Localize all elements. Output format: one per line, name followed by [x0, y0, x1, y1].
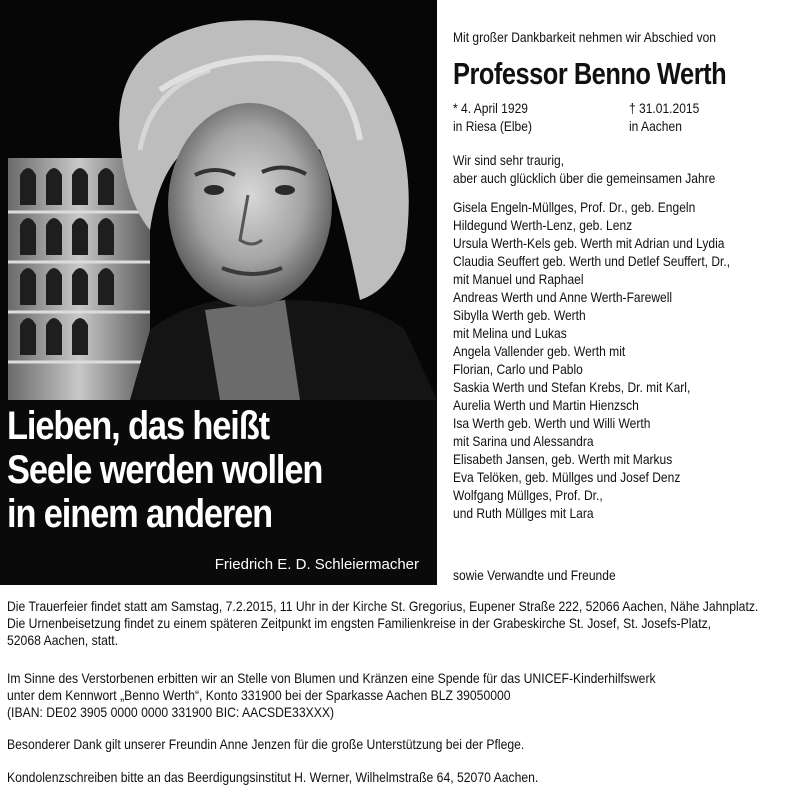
- family-member: Eva Telöken, geb. Müllges und Josef Denz: [453, 469, 681, 485]
- donation-paragraph: [7, 670, 753, 721]
- family-member: Andreas Werth und Anne Werth-Farewell: [453, 289, 673, 305]
- grief-line: aber auch glücklich über die gemeinsamen Jahre: [453, 170, 716, 186]
- deceased-name: Professor Benno Werth: [453, 56, 727, 91]
- birth-place: in Riesa (Elbe): [453, 118, 532, 134]
- donation-line: Im Sinne des Verstorbenen erbitten wir an Stelle von Blumen und Kränzen eine Spende für das UNICEF-Kinderhilfswerk: [7, 670, 656, 686]
- family-member: Ursula Werth-Kels geb. Werth mit Adrian und Lydia: [453, 235, 725, 251]
- portrait-photo: [0, 0, 437, 400]
- family-member: Florian, Carlo und Pablo: [453, 361, 583, 377]
- family-member: Hildegund Werth-Lenz, geb. Lenz: [453, 217, 633, 233]
- family-member: Aurelia Werth und Martin Hienzsch: [453, 397, 639, 413]
- family-member: Saskia Werth und Stefan Krebs, Dr. mit Karl,: [453, 379, 691, 395]
- closing-line: [453, 566, 642, 584]
- family-member: Claudia Seuffert geb. Werth und Detlef Seuffert, Dr.,: [453, 253, 731, 269]
- death-info: [629, 99, 711, 135]
- ceremony-paragraph: [7, 598, 800, 649]
- family-member: mit Sarina und Alessandra: [453, 433, 594, 449]
- quote-text: [7, 404, 322, 536]
- grief-statement: [453, 151, 758, 187]
- family-member: mit Melina und Lukas: [453, 325, 567, 341]
- family-member: Wolfgang Müllges, Prof. Dr.,: [453, 487, 603, 503]
- photo-quote-panel: [0, 0, 437, 585]
- ceremony-line: 52068 Aachen, statt.: [7, 632, 119, 648]
- ceremony-line: Die Trauerfeier findet statt am Samstag, 7.2.2015, 11 Uhr in der Kirche St. Gregorius, Eupener Straße 222, 52066 Aachen, Nähe Jahnplatz.: [7, 598, 759, 614]
- family-member: Isa Werth geb. Werth und Willi Werth: [453, 415, 651, 431]
- death-date: † 31.01.2015: [629, 100, 700, 116]
- death-place: in Aachen: [629, 118, 682, 134]
- donation-line: (IBAN: DE02 3905 0000 0000 331900 BIC: AACSDE33XXX): [7, 704, 335, 720]
- donation-line: unter dem Kennwort „Benno Werth“, Konto 331900 bei der Sparkasse Aachen BLZ 39050000: [7, 687, 511, 703]
- family-list: [453, 198, 775, 522]
- ceremony-line: Die Urnenbeisetzung findet zu einem späteren Zeitpunkt im engsten Familienkreise in der Grabeskirche St. Josef, St. Josefs-Platz,: [7, 615, 712, 631]
- family-member: Gisela Engeln-Müllges, Prof. Dr., geb. Engeln: [453, 199, 696, 215]
- condolence-paragraph: [7, 769, 618, 786]
- birth-date: * 4. April 1929: [453, 100, 528, 116]
- family-member: Sibylla Werth geb. Werth: [453, 307, 586, 323]
- quote-author: Friedrich E. D. Schleiermacher: [214, 556, 419, 573]
- quote-line: Seele werden wollen: [7, 448, 323, 492]
- family-member: mit Manuel und Raphael: [453, 271, 584, 287]
- family-member: Angela Vallender geb. Werth mit: [453, 343, 626, 359]
- thanks-paragraph: [7, 736, 602, 753]
- thanks-line: Besonderer Dank gilt unserer Freundin Anne Jenzen für die große Unterstützung bei der Pflege.: [7, 736, 525, 752]
- birth-info: [453, 99, 545, 135]
- intro-line: Mit großer Dankbarkeit nehmen wir Abschied von: [453, 29, 716, 45]
- intro-text: [453, 28, 759, 46]
- closing-text: sowie Verwandte und Freunde: [453, 567, 616, 583]
- grief-line: Wir sind sehr traurig,: [453, 152, 565, 168]
- family-member: und Ruth Müllges mit Lara: [453, 505, 594, 521]
- condolence-line: Kondolenzschreiben bitte an das Beerdigungsinstitut H. Werner, Wilhelmstraße 64, 52070 Aachen.: [7, 769, 539, 785]
- family-member: Elisabeth Jansen, geb. Werth mit Markus: [453, 451, 673, 467]
- quote-line: Lieben, das heißt: [7, 404, 269, 448]
- tower-sculpture: [8, 158, 150, 400]
- quote-line: in einem anderen: [7, 492, 273, 536]
